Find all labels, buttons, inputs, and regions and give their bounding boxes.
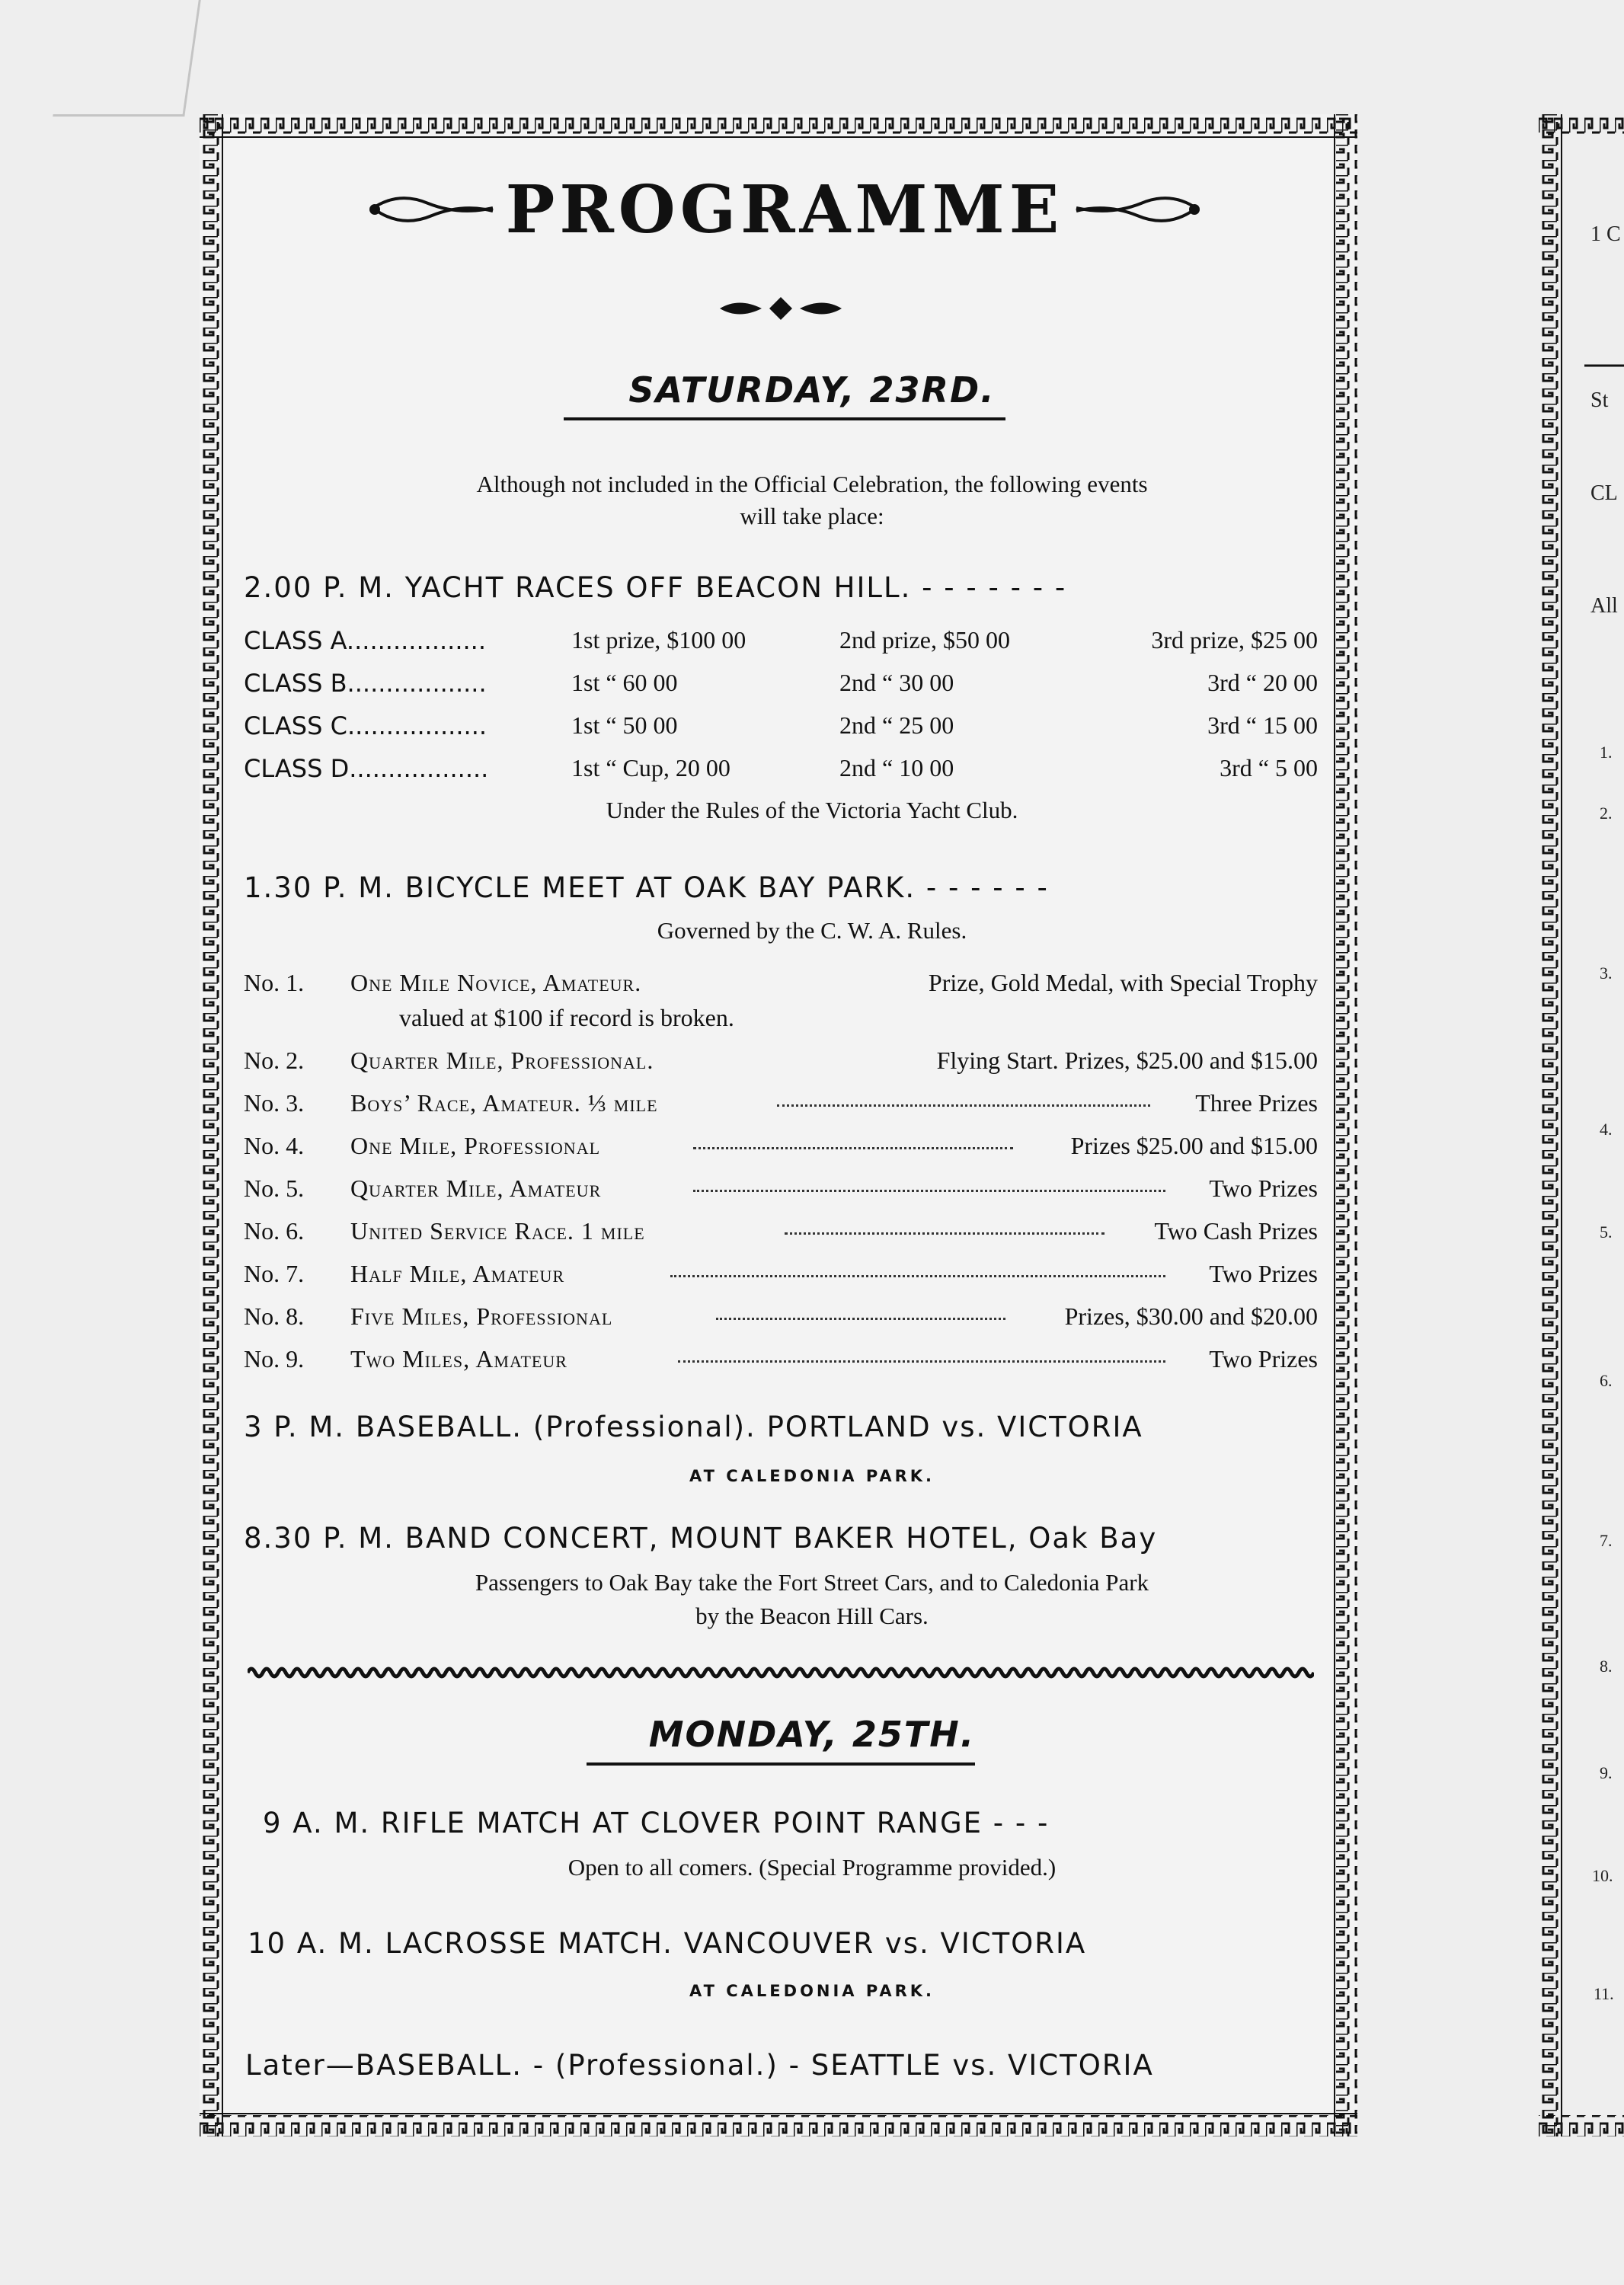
dot-leader — [785, 1232, 1105, 1235]
adjacent-number: 8. — [1600, 1657, 1613, 1676]
flourish-right-icon — [1073, 187, 1202, 232]
dot-leader — [777, 1104, 1150, 1107]
race-row — [244, 1089, 1318, 1120]
first-prize: 1st prize, $100 00 — [571, 626, 746, 654]
baseball-heading: 3 P. M. BASEBALL. (Professional). PORTLAND vs. VICTORIA — [244, 1411, 1143, 1443]
second-prize: 2nd “ 25 00 — [839, 711, 954, 739]
dot-leader — [678, 1360, 1165, 1363]
race-row — [244, 969, 1318, 999]
race-prize: Three Prizes — [1195, 1089, 1318, 1117]
third-prize: 3rd “ 15 00 — [1207, 711, 1318, 739]
class-label: CLASS B.................. — [244, 669, 487, 698]
adjacent-number: 1. — [1600, 743, 1613, 762]
yacht-note: Under the Rules of the Victoria Yacht Club. — [606, 797, 1018, 823]
saturday-heading: SATURDAY, 23RD. — [628, 369, 996, 411]
concert-note: by the Beacon Hill Cars. — [695, 1603, 929, 1629]
adjacent-number: 6. — [1600, 1371, 1613, 1390]
third-prize: 3rd prize, $25 00 — [1151, 626, 1318, 654]
second-prize: 2nd prize, $50 00 — [839, 626, 1010, 654]
adjacent-number: 9. — [1600, 1763, 1613, 1782]
adjacent-number: 4. — [1600, 1120, 1613, 1139]
intro-text: Although not included in the Official Celebration, the following events — [476, 471, 1148, 497]
race-prize: Prize, Gold Medal, with Special Trophy — [928, 969, 1318, 996]
class-label: CLASS A.................. — [244, 626, 487, 655]
lacrosse-location: AT CALEDONIA PARK. — [689, 1982, 935, 2000]
race-prize: Prizes, $30.00 and $20.00 — [1064, 1302, 1318, 1330]
race-prize: Two Prizes — [1209, 1260, 1318, 1287]
race-name: United Service Race. 1 mile — [350, 1217, 645, 1245]
heading-underline — [564, 417, 1005, 420]
concert-note: Passengers to Oak Bay take the Fort Street Cars, and to Caledonia Park — [475, 1569, 1149, 1596]
adjacent-number: 10. — [1592, 1866, 1613, 1885]
baseball-location: AT CALEDONIA PARK. — [689, 1467, 935, 1485]
race-number: No. 5. — [244, 1174, 305, 1202]
third-prize: 3rd “ 5 00 — [1220, 754, 1318, 781]
adjacent-fragment: All — [1590, 594, 1618, 618]
first-prize: 1st “ 60 00 — [571, 669, 678, 696]
adjacent-number: 11. — [1594, 1984, 1614, 2003]
bicycle-note: Governed by the C. W. A. Rules. — [657, 917, 967, 944]
race-prize: Two Prizes — [1209, 1174, 1318, 1202]
race-row — [244, 1260, 1318, 1290]
race-row — [244, 1345, 1318, 1376]
race-name: Half Mile, Amateur — [350, 1260, 565, 1287]
title-row — [320, 168, 1249, 251]
race-name: Quarter Mile, Professional. — [350, 1047, 654, 1074]
race-name: Five Miles, Professional — [350, 1302, 613, 1330]
race-number: No. 7. — [244, 1260, 305, 1287]
race-continuation: valued at $100 if record is broken. — [399, 1004, 734, 1031]
intro-text: will take place: — [740, 503, 884, 529]
race-number: No. 2. — [244, 1047, 305, 1074]
adjacent-number: 5. — [1600, 1222, 1613, 1242]
class-label: CLASS D.................. — [244, 754, 489, 783]
race-name: One Mile Novice, Amateur. — [350, 969, 642, 996]
race-name: Two Miles, Amateur — [350, 1345, 567, 1373]
flourish-left-icon — [367, 187, 497, 232]
heading-underline — [587, 1762, 975, 1766]
lacrosse-heading: 10 A. M. LACROSSE MATCH. VANCOUVER vs. VICTORIA — [248, 1927, 1087, 1960]
race-prize: Flying Start. Prizes, $25.00 and $15.00 — [936, 1047, 1318, 1074]
race-prize: Prizes $25.00 and $15.00 — [1070, 1132, 1318, 1159]
third-prize: 3rd “ 20 00 — [1207, 669, 1318, 696]
dot-leader — [716, 1318, 1005, 1320]
race-row — [244, 1047, 1318, 1077]
later-baseball-heading: Later—BASEBALL. - (Professional.) - SEATTLE vs. VICTORIA — [245, 2049, 1154, 2082]
yacht-races-heading: 2.00 P. M. YACHT RACES OFF BEACON HILL. - - - - - - - — [244, 571, 1067, 604]
folded-paper-corner — [53, 0, 201, 117]
race-name: One Mile, Professional — [350, 1132, 601, 1159]
race-prize: Two Prizes — [1209, 1345, 1318, 1373]
first-prize: 1st “ Cup, 20 00 — [571, 754, 730, 781]
bicycle-meet-heading: 1.30 P. M. BICYCLE MEET AT OAK BAY PARK. - - - - - - — [244, 871, 1049, 904]
race-name: Quarter Mile, Amateur — [350, 1174, 602, 1202]
dot-leader — [693, 1147, 1013, 1149]
wavy-divider — [248, 1663, 1314, 1682]
race-row — [244, 1174, 1318, 1205]
rifle-match-heading: 9 A. M. RIFLE MATCH AT CLOVER POINT RANGE - - - — [263, 1807, 1050, 1839]
race-number: No. 3. — [244, 1089, 305, 1117]
adjacent-number: 7. — [1600, 1531, 1613, 1550]
race-number: No. 8. — [244, 1302, 305, 1330]
adjacent-fragment: CL — [1590, 481, 1618, 505]
adjacent-fragment: St — [1590, 388, 1609, 412]
diamond-ornament-icon — [716, 293, 846, 324]
race-number: No. 1. — [244, 969, 305, 996]
dot-leader — [670, 1275, 1165, 1277]
rifle-note: Open to all comers. (Special Programme provided.) — [567, 1854, 1057, 1881]
race-row — [244, 1217, 1318, 1248]
monday-heading: MONDAY, 25TH. — [648, 1714, 976, 1755]
page-title: PROGRAMME — [505, 171, 1064, 248]
second-prize: 2nd “ 30 00 — [839, 669, 954, 696]
race-row — [244, 1132, 1318, 1162]
class-label: CLASS C.................. — [244, 711, 488, 740]
race-row — [244, 1302, 1318, 1333]
race-prize: Two Cash Prizes — [1154, 1217, 1318, 1245]
first-prize: 1st “ 50 00 — [571, 711, 678, 739]
race-number: No. 6. — [244, 1217, 305, 1245]
adjacent-number: 3. — [1600, 964, 1613, 983]
adjacent-fragment: 1 C — [1590, 222, 1621, 246]
race-name: Boys’ Race, Amateur. ⅓ mile — [350, 1089, 658, 1117]
dot-leader — [693, 1190, 1165, 1192]
second-prize: 2nd “ 10 00 — [839, 754, 954, 781]
race-number: No. 9. — [244, 1345, 305, 1373]
concert-heading: 8.30 P. M. BAND CONCERT, MOUNT BAKER HOTEL, Oak Bay — [244, 1522, 1158, 1555]
race-number: No. 4. — [244, 1132, 305, 1159]
adjacent-number: 2. — [1600, 804, 1613, 823]
